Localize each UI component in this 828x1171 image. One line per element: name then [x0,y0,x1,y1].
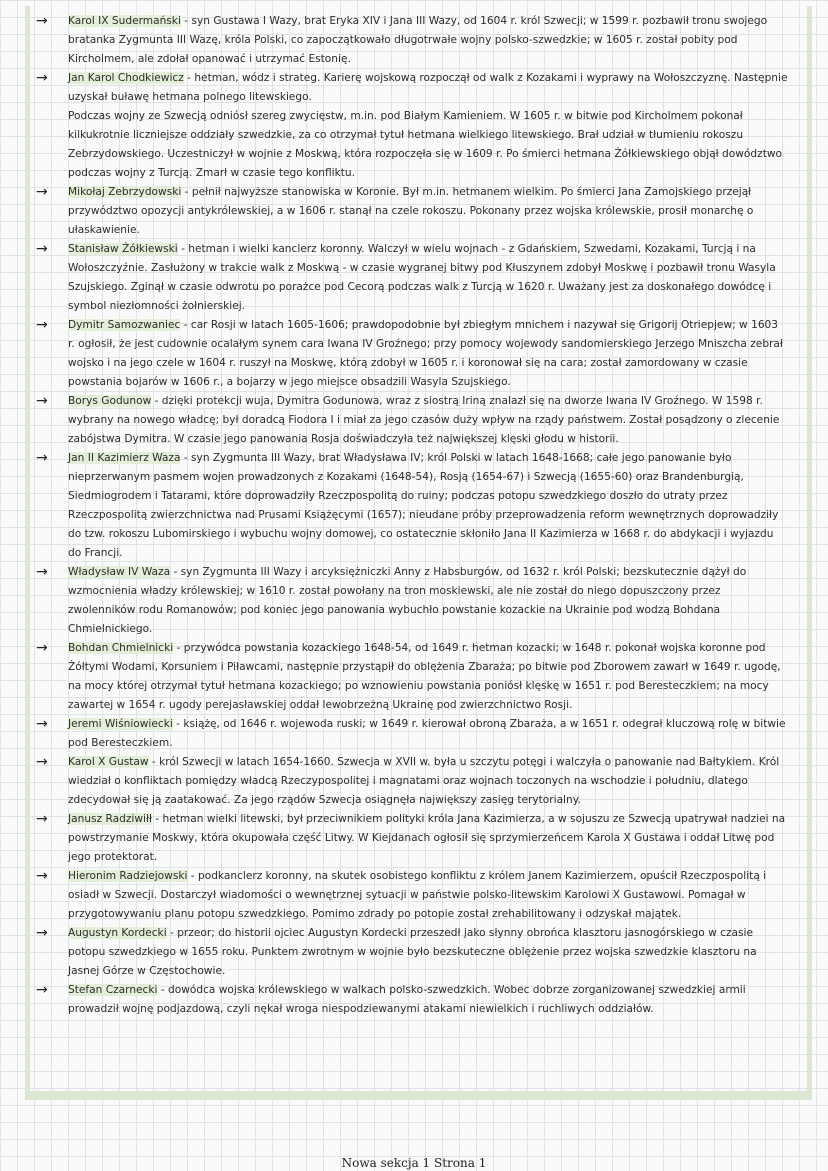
entry-name: Janusz Radziwiłł [68,813,152,825]
arrow-right-icon: → [36,393,48,409]
arrow-right-icon: → [36,716,48,732]
entry-text: - król Szwecji w latach 1654-1660. Szwecja w XVII w. była u szczytu potęgi i walczyła o panowanie nad Bałtykiem. Król wiedział o konfliktach pomiędzy władcą Rzeczypospolitej i magnatami oraz wojnach toczonych na wschodzie i południu, dlatego zdecydował się ją zaatakować. Za jego rządów Szwecja osiągnęła największy zasięg terytorialny. [68,756,780,806]
entry-text: - dowódca wojska królewskiego w walkach polsko-szwedzkich. Wobec dobrze zorganizowanej szwedzkiej armii prowadził wojnę podjazdową, czyli nękał wroga niespodziewanymi atakami niewielkich i ruchliwych oddziałów. [68,984,746,1015]
note-entry [36,924,788,981]
entry-name: Karol IX Sudermański [68,15,181,27]
note-entry [36,69,788,183]
note-entry [36,867,788,924]
note-entry [36,715,788,753]
entry-name: Stefan Czarnecki [68,984,158,996]
arrow-right-icon: → [36,70,48,86]
entry-text: - hetman i wielki kanclerz koronny. Walczył w wielu wojnach - z Gdańskiem, Szwedami, Kozakami, Turcją i na Wołoszczyźnie. Zasłużony w trakcie walk z Moskwą - w czasie wygranej bitwy pod Kłuszynem zdobył Moskwę i pozbawił tronu Wasyla Szujskiego. Zginął w czasie odwrotu po porażce pod Cecorą podczas walk z Turcją w 1620 r. Uważany jest za doskonałego dowódcę i symbol niezłomności żołnierskiej. [68,243,776,312]
arrow-right-icon: → [36,754,48,770]
entry-text: - hetman, wódz i strateg. Karierę wojskową rozpoczął od walk z Kozakami i wyprawy na Wołoszczyznę. Następnie uzyskał buławę hetmana polnego litewskiego. [68,72,788,103]
page-footer: Nowa sekcja 1 Strona 1 [341,1156,487,1170]
entry-name: Augustyn Kordecki [68,927,167,939]
note-entry [36,12,788,69]
entry-name: Mikołaj Zebrzydowski [68,186,182,198]
entry-name: Karol X Gustaw [68,756,149,768]
note-entry [36,563,788,639]
arrow-right-icon: → [36,184,48,200]
entry-name: Jan II Kazimierz Waza [68,452,181,464]
entry-text: - syn Zygmunta III Wazy i arcyksiężniczki Anny z Habsburgów, od 1632 r. król Polski; bezskutecznie dążył do wzmocnienia władzy królewskiej; w 1610 r. został powołany na tron moskiewski, ale nie został do niego dopuszczony przez zwolenników rodu Romanowów; pod koniec jego panowania wybuchło powstanie kozackie na Ukrainie pod wodzą Bohdana Chmielnickiego. [68,566,747,635]
notes-list [36,12,788,1019]
entry-name: Stanisław Żółkiewski [68,243,178,255]
note-entry [36,392,788,449]
arrow-right-icon: → [36,982,48,998]
note-entry [36,639,788,715]
entry-text: - dzięki protekcji wuja, Dymitra Godunowa, wraz z siostrą Iriną znalazł się na dworze Iwana IV Groźnego. W 1598 r. wybrany na nowego władcę; był doradcą Fiodora I i miał za jego czasów duży wpływ na rządy państwem. Został posądzony o zlecenie zabójstwa Dymitra. W czasie jego panowania Rosja doświadczyła też największej klęski głodu w historii. [68,395,780,445]
entry-text: - podkanclerz koronny, na skutek osobistego konfliktu z królem Janem Kazimierzem, opuścił Rzeczpospolitą i osiadł w Szwecji. Dostarczył wiadomości o wewnętrznej sytuacji w państwie polsko-litewskim Karolowi X Gustawowi. Pomagał w przygotowywaniu planu potopu szwedzkiego. Pomimo zdrady po potopie został zrehabilitowany i odzyskał majątek. [68,870,767,920]
arrow-right-icon: → [36,811,48,827]
entry-name: Jan Karol Chodkiewicz [68,72,184,84]
arrow-right-icon: → [36,241,48,257]
entry-text: - syn Zygmunta III Wazy, brat Władysława IV; król Polski w latach 1648-1668; całe jego panowanie było nieprzerwanym pasmem wojen prowadzonych z Kozakami (1648-54), Rosją (1654-67) i Szwecją (1655-60) oraz Brandenburgią, Siedmiogrodem i Tatarami, które doprowadziły Rzeczpospolitą do ruiny; podczas potopu szwedzkiego doszło do utraty przez Rzeczpospolitą zwierzchnictwa nad Prusami Książęcymi (1657); nieudane próby przeprowadzenia reform wewnętrznych doprowadziły do tzw. rokoszu Lubomirskiego i wybuchu wojny domowej, co ostatecznie skłoniło Jana II Kazimierza w 1668 r. do abdykacji i wyjazdu do Francji. [68,452,779,559]
entry-text: - pełnił najwyższe stanowiska w Koronie. Był m.in. hetmanem wielkim. Po śmierci Jana Zamojskiego przejął przywództwo opozycji antykrólewskiej, a w 1606 r. stanął na czele rokoszu. Pokonany przez wojska królewskie, prosił monarchę o ułaskawienie. [68,186,754,236]
entry-text: Podczas wojny ze Szwecją odniósł szereg zwycięstw, m.in. pod Białym Kamieniem. W 1605 r. w bitwie pod Kircholmem pokonał kilkukrotnie liczniejsze oddziały szwedzkie, za co otrzymał tytuł hetmana wielkiego litewskiego. Brał udział w tłumieniu rokoszu Zebrzydowskiego. Uczestniczył w wojnie z Moskwą, która rozpoczęła się w 1609 r. Po śmierci hetmana Żółkiewskiego objął dowództwo podczas wojny z Turcją. Zmarł w czasie tego konfliktu. [68,110,782,179]
entry-name: Borys Godunow [68,395,152,407]
entry-name: Hieronim Radziejowski [68,870,188,882]
note-entry [36,753,788,810]
arrow-right-icon: → [36,13,48,29]
arrow-right-icon: → [36,868,48,884]
note-entry [36,316,788,392]
entry-text: - hetman wielki litewski, był przeciwnikiem polityki króla Jana Kazimierza, a w sojuszu ze Szwecją upatrywał nadziei na powstrzymanie Moskwy, która okupowała część Litwy. W Kiejdanach ogłosił się sprzymierzeńcem Karola X Gustawa i oddał Litwę pod jego protektorat. [68,813,786,863]
note-entry [36,810,788,867]
note-entry [36,183,788,240]
entry-name: Jeremi Wiśniowiecki [68,718,173,730]
arrow-right-icon: → [36,640,48,656]
arrow-right-icon: → [36,925,48,941]
entry-text: - przeor; do historii ojciec Augustyn Kordecki przeszedł jako słynny obrońca klasztoru jasnogórskiego w czasie potopu szwedzkiego w 1655 roku. Punktem zwrotnym w wojnie było bezskuteczne oblężenie przez wojska szwedzkie klasztoru na Jasnej Górze w Częstochowie. [68,927,757,977]
note-entry [36,449,788,563]
note-entry [36,981,788,1019]
arrow-right-icon: → [36,317,48,333]
note-entry [36,240,788,316]
entry-name: Bohdan Chmielnicki [68,642,174,654]
entry-name: Władysław IV Waza [68,566,171,578]
arrow-right-icon: → [36,564,48,580]
arrow-right-icon: → [36,450,48,466]
entry-text: - książę, od 1646 r. wojewoda ruski; w 1649 r. kierował obroną Zbaraża, a w 1651 r. odegrał kluczową rolę w bitwie pod Beresteczkiem. [68,718,786,749]
entry-text: - syn Gustawa I Wazy, brat Eryka XIV i Jana III Wazy, od 1604 r. król Szwecji; w 1599 r. pozbawił tronu swojego bratanka Zygmunta III Wazę, króla Polski, co zapoczątkowało długotrwałe wojny polsko-szwedzkie; w 1605 r. został pobity pod Kircholmem, ale zdołał opanować i utrzymać Estonię. [68,15,768,65]
entry-name: Dymitr Samozwaniec [68,319,181,331]
entry-text: - car Rosji w latach 1605-1606; prawdopodobnie był zbiegłym mnichem i nazywał się Grigorij Otriepjew; w 1603 r. ogłosił, że jest cudownie ocalałym synem cara Iwana IV Groźnego; przy pomocy wojewody sandomierskiego Jerzego Mniszcha zebrał wojsko i na jego czele w 1604 r. ruszył na Moskwę, którą zdobył w 1605 r. i koronował się na cara; został zamordowany w czasie powstania bojarów w 1606 r., a bojarzy w jego miejsce obsadzili Wasyla Szujskiego. [68,319,783,388]
entry-text: - przywódca powstania kozackiego 1648-54, od 1649 r. hetman kozacki; w 1648 r. pokonał wojska koronne pod Żółtymi Wodami, Korsuniem i Piławcami, następnie przystąpił do oblężenia Zbaraża; po bitwie pod Zborowem zawarł w 1649 r. ugodę, na mocy której otrzymał tytuł hetmana kozackiego; po wznowieniu powstania poniósł klęskę w 1651 r. pod Beresteczkiem; na mocy zawartej w 1654 r. ugody perejasławskiej oddał lewobrzeżną Ukrainę pod zwierzchnictwo Rosji. [68,642,781,711]
